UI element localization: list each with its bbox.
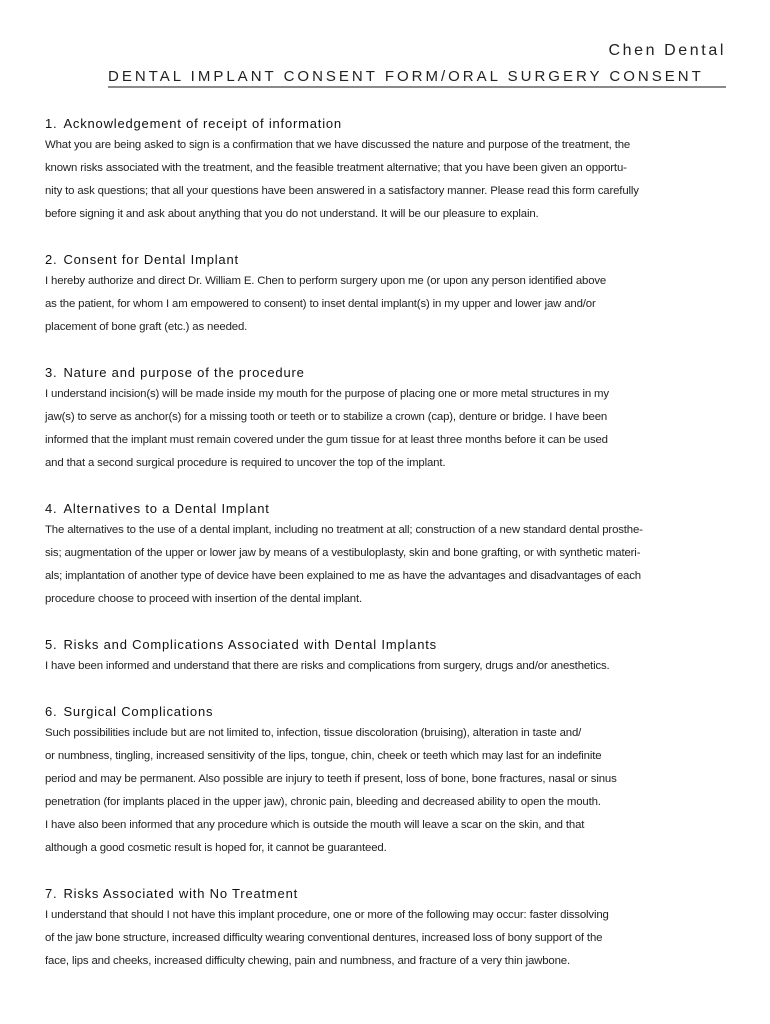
section-number: 2.: [45, 252, 58, 267]
section-risks-complications: [45, 636, 735, 678]
body-line: I understand incision(s) will be made inside my mouth for the purpose of placing one or more metal structures in my: [45, 388, 609, 400]
section-consent: [45, 251, 735, 339]
body-line: face, lips and cheeks, increased difficulty chewing, pain and numbness, and fracture of a very thin jawbone.: [45, 955, 570, 967]
section-number: 1.: [45, 116, 58, 131]
body-line: The alternatives to the use of a dental implant, including no treatment at all; construction of a new standard dental prosthe-: [45, 524, 643, 536]
body-line: I understand that should I not have this implant procedure, one or more of the following may occur: faster dissolving: [45, 909, 609, 921]
practice-name: Chen Dental: [608, 42, 726, 59]
body-line: jaw(s) to serve as anchor(s) for a missing tooth or teeth or to stabilize a crown (cap), denture or bridge. I have been: [45, 411, 608, 423]
section-title: Acknowledgement of receipt of information: [63, 116, 342, 131]
body-line: penetration (for implants placed in the upper jaw), chronic pain, bleeding and decreased ability to open the mouth.: [45, 796, 601, 808]
section-surgical-complications: [45, 703, 735, 860]
section-number: 7.: [45, 886, 58, 901]
body-line: period and may be permanent. Also possible are injury to teeth if present, loss of bone, bone fractures, nasal or sinus: [45, 773, 617, 785]
body-line: als; implantation of another type of device have been explained to me as have the advantages and disadvantages of each: [45, 570, 641, 582]
section-heading: [45, 251, 735, 269]
section-heading: [45, 885, 735, 903]
body-line: sis; augmentation of the upper or lower jaw by means of a vestibuloplasty, skin and bone grafting, or with synthetic materi-: [45, 547, 641, 559]
body-line: nity to ask questions; that all your questions have been answered in a satisfactory manner. Please read this form carefully: [45, 185, 639, 197]
body-line: of the jaw bone structure, increased difficulty wearing conventional dentures, increased loss of bony support of the: [45, 932, 603, 944]
section-title: Risks and Complications Associated with Dental Implants: [63, 637, 437, 652]
section-title: Nature and purpose of the procedure: [63, 365, 305, 380]
body-line: procedure choose to proceed with insertion of the dental implant.: [45, 593, 362, 605]
section-nature-purpose: [45, 364, 735, 475]
body-line: as the patient, for whom I am empowered to consent) to inset dental implant(s) in my upper and lower jaw and/or: [45, 298, 596, 310]
body-line: I have also been informed that any procedure which is outside the mouth will leave a scar on the skin, and that: [45, 819, 585, 831]
section-number: 6.: [45, 704, 58, 719]
section-alternatives: [45, 500, 735, 611]
section-title: Risks Associated with No Treatment: [63, 886, 299, 901]
section-heading: [45, 115, 735, 133]
section-acknowledgement: [45, 115, 735, 226]
section-number: 4.: [45, 501, 58, 516]
section-no-treatment-risks: [45, 885, 735, 973]
body-line: known risks associated with the treatment, and the feasible treatment alternative; that you have been given an opportu-: [45, 162, 627, 174]
section-number: 5.: [45, 637, 58, 652]
form-title: DENTAL IMPLANT CONSENT FORM/ORAL SURGERY CONSENT: [108, 68, 726, 88]
section-heading: [45, 500, 735, 518]
body-line: although a good cosmetic result is hoped for, it cannot be guaranteed.: [45, 842, 387, 854]
section-heading: [45, 636, 735, 654]
body-line: I have been informed and understand that there are risks and complications from surgery, drugs and/or anesthetics.: [45, 660, 610, 672]
section-title: Consent for Dental Implant: [63, 252, 239, 267]
body-line: Such possibilities include but are not limited to, infection, tissue discoloration (bruising), alteration in taste and/: [45, 727, 582, 739]
body-line: placement of bone graft (etc.) as needed.: [45, 321, 248, 333]
body-line: informed that the implant must remain covered under the gum tissue for at least three months before it can be used: [45, 434, 608, 446]
section-number: 3.: [45, 365, 58, 380]
body-line: What you are being asked to sign is a confirmation that we have discussed the nature and purpose of the treatment, the: [45, 139, 631, 151]
section-heading: [45, 703, 735, 721]
body-line: or numbness, tingling, increased sensitivity of the lips, tongue, chin, cheek or teeth which may last for an indefinite: [45, 750, 602, 762]
body-line: and that a second surgical procedure is required to uncover the top of the implant.: [45, 457, 446, 469]
body-line: before signing it and ask about anything that you do not understand. It will be our pleasure to explain.: [45, 208, 539, 220]
body-line: I hereby authorize and direct Dr. William E. Chen to perform surgery upon me (or upon any person identified above: [45, 275, 607, 287]
section-title: Surgical Complications: [63, 704, 214, 719]
section-heading: [45, 364, 735, 382]
section-title: Alternatives to a Dental Implant: [63, 501, 270, 516]
